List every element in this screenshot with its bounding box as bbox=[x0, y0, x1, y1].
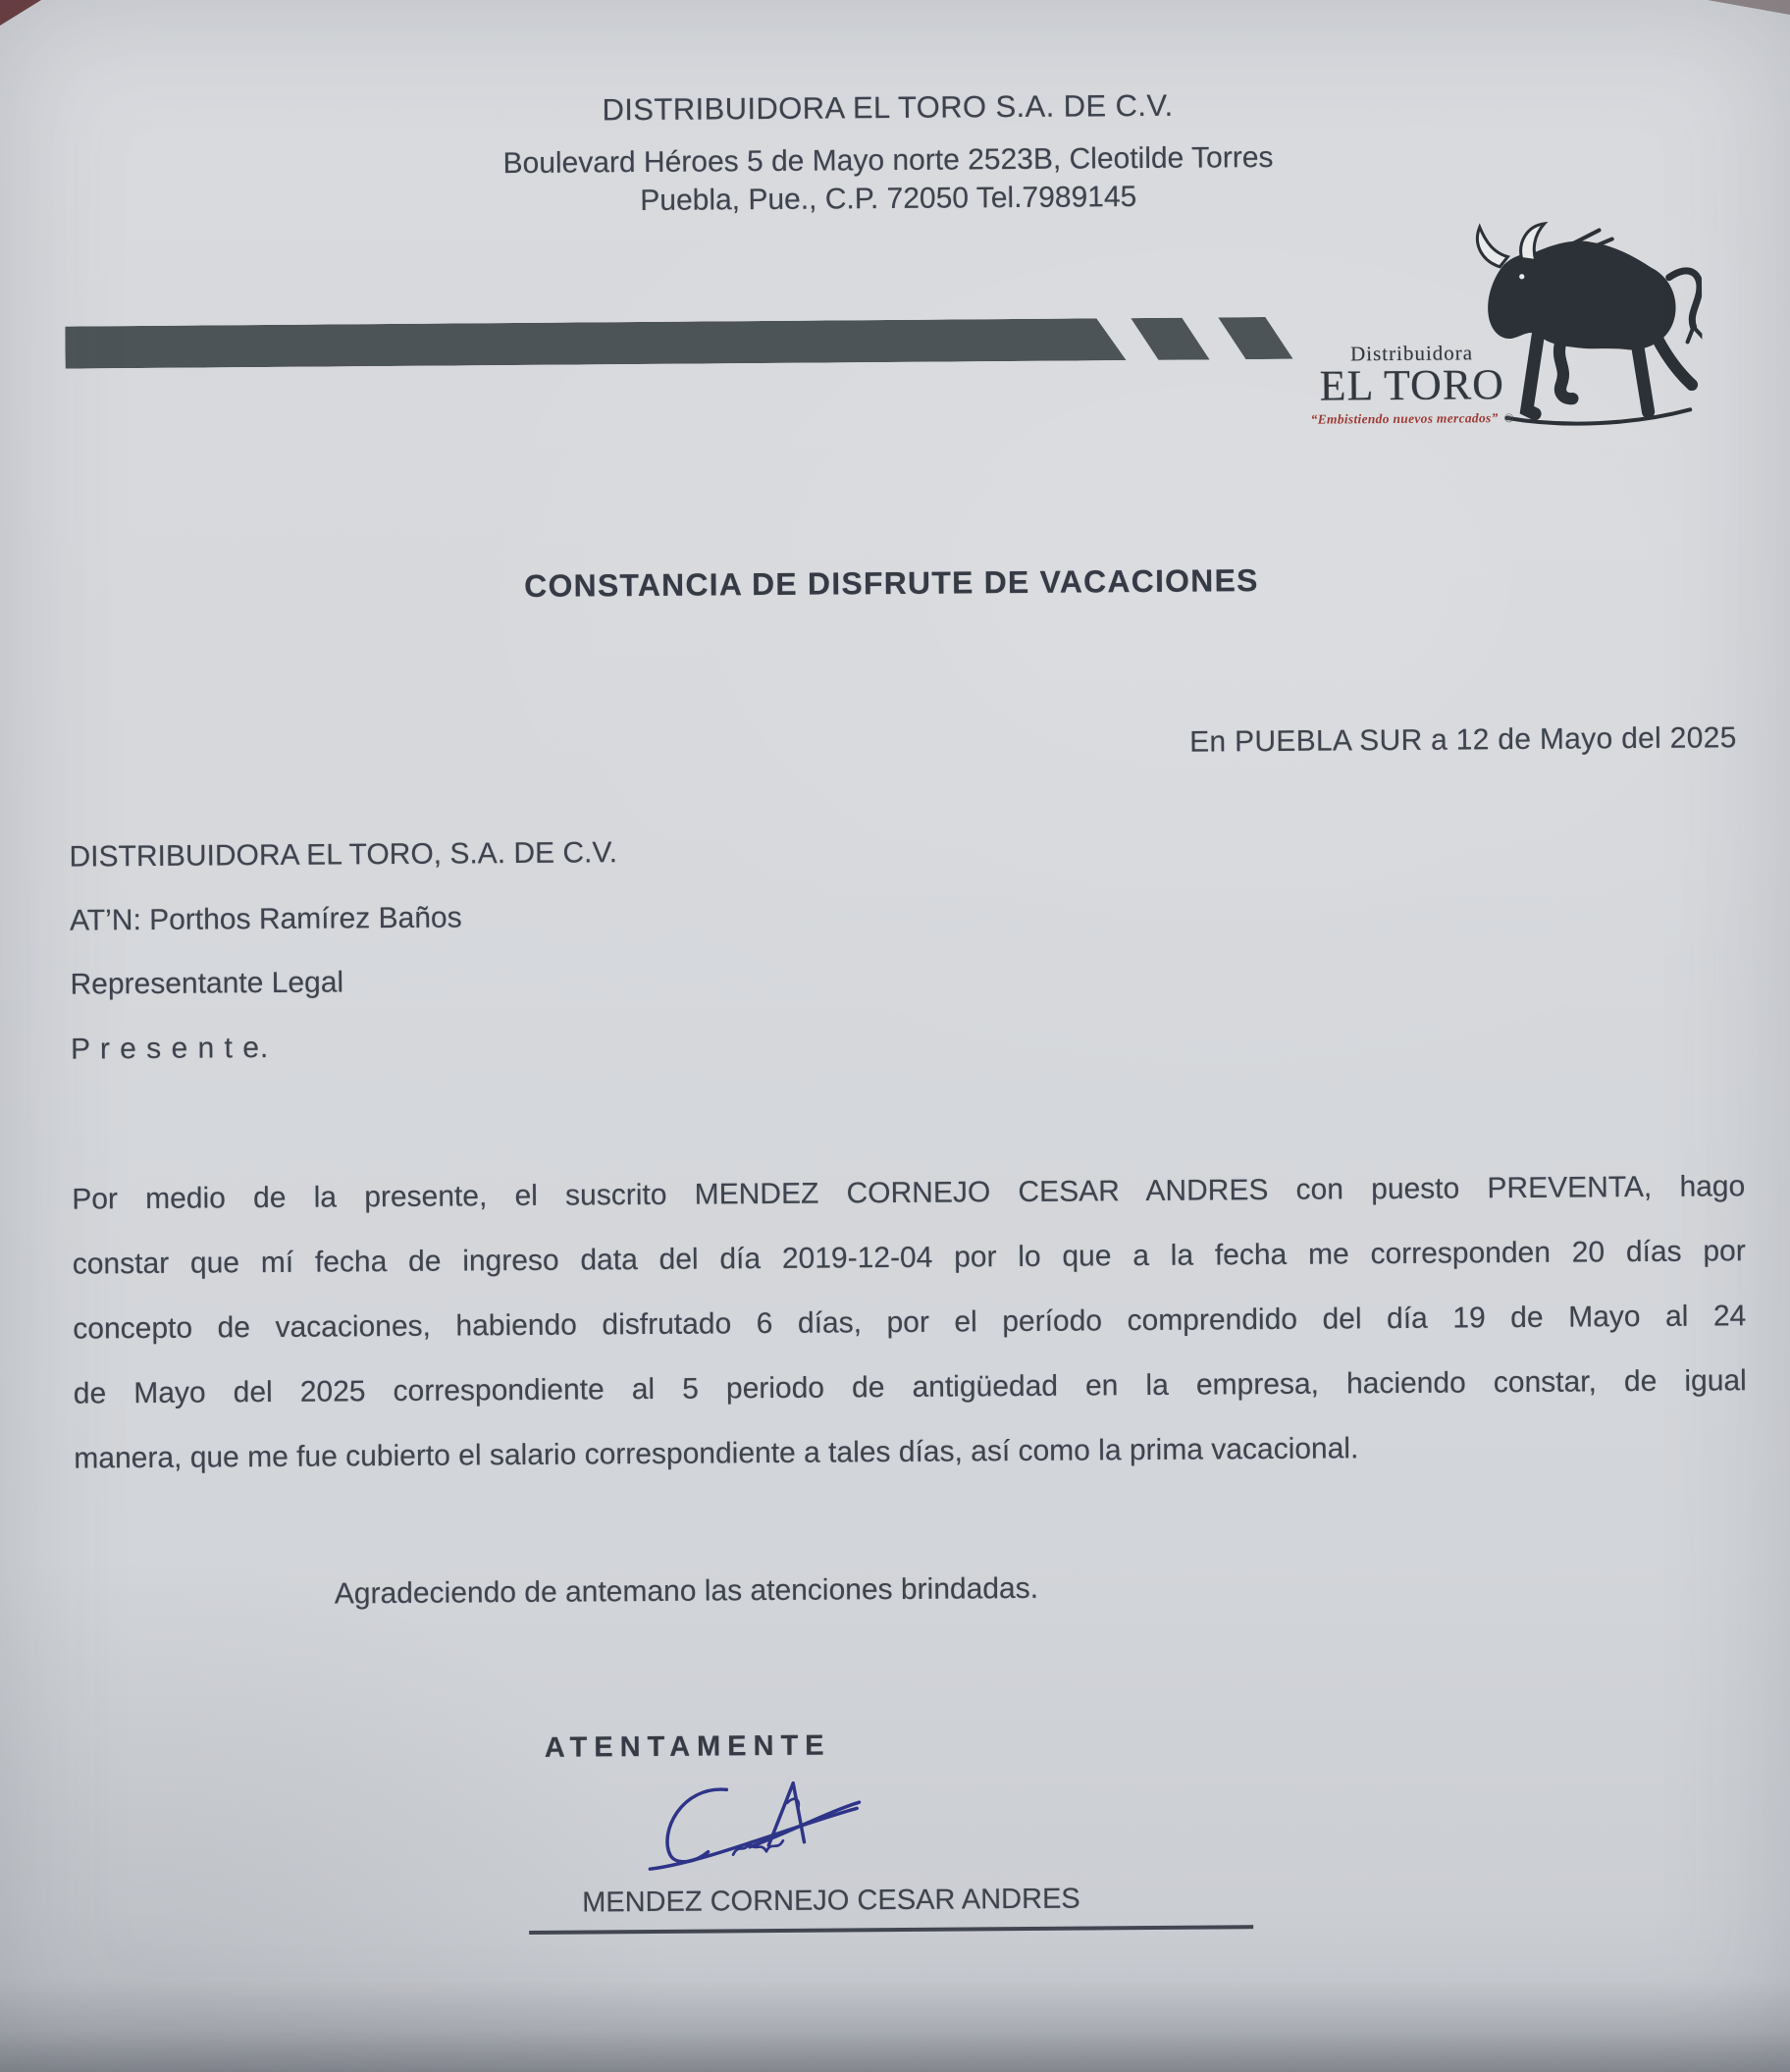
logo-distribuidora-label: Distribuidora bbox=[1349, 341, 1474, 366]
logo-el-toro-label: EL TORO bbox=[1319, 360, 1505, 410]
handwritten-signature bbox=[624, 1772, 875, 1880]
letter-title: CONSTANCIA DE DISFRUTE DE VACACIONES bbox=[524, 562, 1259, 604]
divider-band bbox=[65, 317, 1292, 369]
divider-band-bar bbox=[65, 318, 1126, 368]
body-line: manera, que me fue cubierto el salario correspondiente a tales días, así como la prima vacacional. bbox=[74, 1432, 1359, 1475]
body-line: constar que mí fecha de ingreso data del día 2019-12-04 por lo que a la fecha me corresponden 20 días por bbox=[72, 1235, 1746, 1281]
recipient-role: Representante Legal bbox=[70, 966, 344, 1001]
logo-tagline: “Embistiendo nuevos mercados” bbox=[1310, 410, 1499, 427]
recipient-attention: AT’N: Porthos Ramírez Baños bbox=[69, 901, 462, 937]
body-paragraph bbox=[72, 1154, 1748, 1491]
recipient-presente: P r e s e n t e. bbox=[70, 1032, 270, 1066]
salutation-atentamente: ATENTAMENTE bbox=[544, 1729, 831, 1764]
body-line: de Mayo del 2025 correspondiente al 5 periodo de antigüedad en la empresa, haciendo constar, de igual bbox=[73, 1364, 1747, 1410]
dateline: En PUEBLA SUR a 12 de Mayo del 2025 bbox=[1189, 721, 1737, 759]
body-line: Por medio de la presente, el suscrito MENDEZ CORNEJO CESAR ANDRES con puesto PREVENTA, hago bbox=[72, 1170, 1746, 1216]
recipient-company: DISTRIBUIDORA EL TORO, S.A. DE C.V. bbox=[69, 836, 618, 874]
header-address-line-2: Puebla, Pue., C.P. 72050 Tel.7989145 bbox=[640, 181, 1137, 218]
company-logo bbox=[1307, 341, 1516, 429]
divider-band-dash bbox=[1131, 317, 1209, 360]
closing-line: Agradeciendo de antemano las atenciones brindadas. bbox=[334, 1571, 1039, 1611]
header-company-name: DISTRIBUIDORA EL TORO S.A. DE C.V. bbox=[602, 87, 1174, 128]
signatory-name: MENDEZ CORNEJO CESAR ANDRES bbox=[582, 1883, 1080, 1919]
signature-underline bbox=[529, 1925, 1253, 1935]
body-line: concepto de vacaciones, habiendo disfrutado 6 días, por el período comprendido del día 19 de Mayo al 24 bbox=[73, 1300, 1747, 1346]
header-address-line-1: Boulevard Héroes 5 de Mayo norte 2523B, Cleotilde Torres bbox=[502, 140, 1274, 181]
divider-band-dash bbox=[1218, 317, 1292, 360]
registered-trademark-icon: ® bbox=[1503, 410, 1514, 426]
